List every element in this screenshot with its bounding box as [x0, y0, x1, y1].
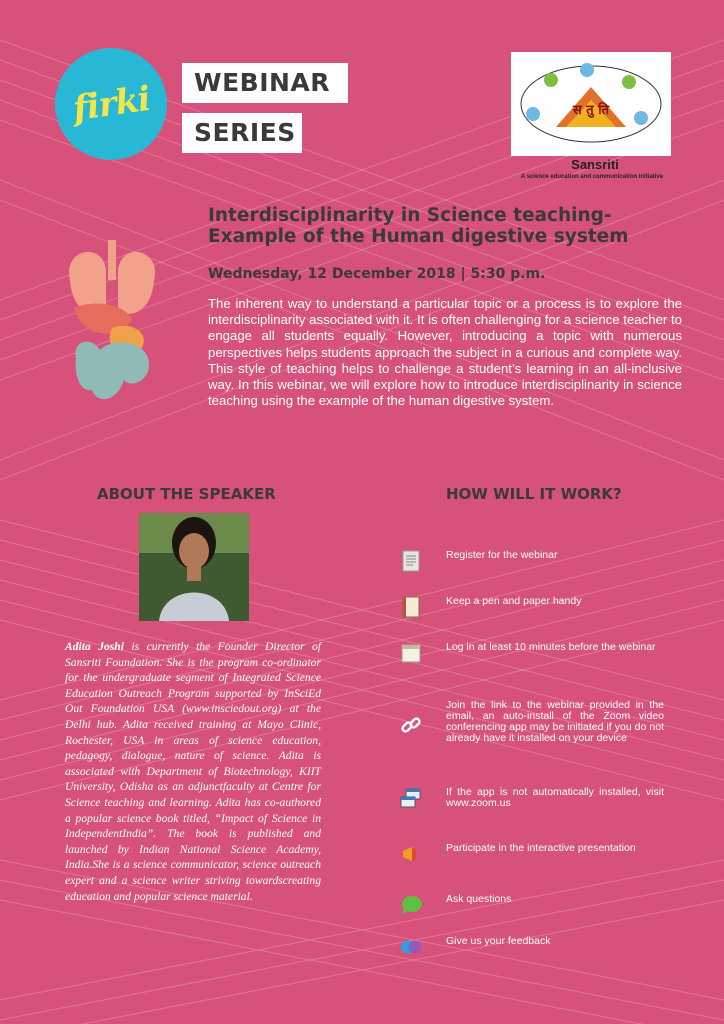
notebook-icon: [400, 596, 422, 618]
feedback-icon: [400, 936, 422, 958]
link-icon: [400, 714, 422, 736]
sansriti-logo-art: [511, 52, 671, 156]
step-text: Join the link to the webinar provided in the email, an auto-install of the Zoom video conferencing app may be initiated if you do not already have it installed on your device: [446, 699, 664, 744]
step-text: Register for the webinar: [446, 549, 558, 561]
event-date: Wednesday, 12 December 2018 | 5:30 p.m.: [208, 266, 546, 282]
step-register: [400, 550, 664, 572]
step-install-app: [400, 787, 664, 809]
step-text: Keep a pen and paper handy: [446, 595, 582, 607]
digestive-system-illustration: [62, 240, 162, 410]
sansriti-name: Sansriti: [571, 157, 619, 172]
speaker-bio-text: is currently the Founder Director of Sansriti Foundation. She is the program co-ordinator for the undergraduate segment of Integrated Science Education Outreach Program supported by InSciEd Out Foundation USA (www.insciedout.org) at the Delhi hub. Adita received training at Mayo Clinic, Rochester, USA in areas of science education, pedagogy, dialogue, nature of science. Adita is associated with Department of Biotechnology, KIIT University, Odisha as an adjunctfaculty at Centre for Science teaching and learning. Adita has co-authored a popular science book titled, “Impact of Science in IndependentIndia”. The book is published and launched by Indian National Science Academy, India.She is a science communicator, science outreach expert and a science writer striving towardscreating education and popular science material.: [65, 640, 321, 903]
step-pen-paper: [400, 596, 664, 618]
megaphone-icon: [400, 843, 422, 865]
sansriti-logo: [511, 52, 671, 156]
speaker-name: Adita Joshi: [65, 640, 124, 653]
sansriti-tagline: A science education and communication initiative: [520, 174, 664, 180]
step-participate: [400, 843, 664, 865]
step-text: Log in at least 10 minutes before the webinar: [446, 641, 656, 653]
step-feedback: [400, 936, 664, 958]
step-text: Ask questions: [446, 893, 512, 905]
step-text: Participate in the interactive presentation: [446, 842, 636, 854]
step-log-in: [400, 642, 664, 664]
speaker-bio: [65, 639, 321, 904]
step-text: Give us your feedback: [446, 935, 551, 947]
windows-icon: [400, 787, 422, 809]
event-description: The inherent way to understand a particular topic or a process is to explore the interdisciplinarity associated with it. It is often challenging for a science teacher to engage all students equally. However, introducing a topic with numerous perspectives helps students approach the subject in a curious and complete way. This style of teaching helps to challenge a student’s learning in an all-inclusive way. In this webinar, we will explore how to introduce interdisciplinarity in science teaching using the example of the human digestive system.: [208, 296, 682, 409]
calendar-icon: [400, 642, 422, 664]
chat-bubble-icon: [400, 894, 422, 916]
document-icon: [400, 550, 422, 572]
series-label: SERIES: [182, 113, 302, 153]
webinar-label: WEBINAR: [182, 63, 348, 103]
step-text: If the app is not automatically installed, visit www.zoom.us: [446, 786, 664, 809]
speaker-photo: [139, 513, 249, 621]
firki-logo: [55, 48, 167, 160]
step-join-link: [400, 700, 664, 744]
how-it-works-heading: HOW WILL IT WORK?: [446, 485, 622, 503]
about-speaker-heading: ABOUT THE SPEAKER: [97, 485, 276, 503]
sansriti-logo-text: स तु ति: [572, 103, 610, 118]
event-title: Interdisciplinarity in Science teaching-Example of the Human digestive system: [208, 205, 629, 247]
firki-logo-text: firki: [70, 78, 152, 130]
step-ask-questions: [400, 894, 664, 916]
